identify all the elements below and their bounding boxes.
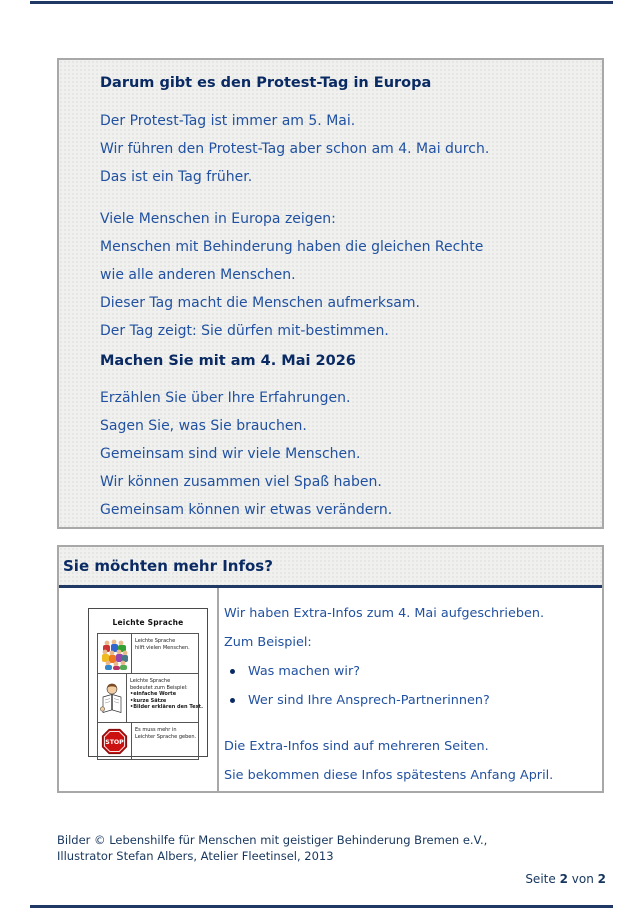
- booklet-text-line: Leichte Sprache: [135, 638, 176, 644]
- booklet-row-menschen: [98, 634, 198, 674]
- current-page-number: 2: [559, 872, 568, 886]
- bottom-rule: [30, 905, 613, 908]
- booklet-row-stop: [98, 723, 198, 759]
- text-line: Der Tag zeigt: Sie dürfen mit-bestimmen.: [100, 323, 389, 339]
- text-line: Wir können zusammen viel Spaß haben.: [100, 474, 382, 490]
- crowd-people-icon: [98, 634, 132, 673]
- text-line: Menschen mit Behinderung haben die gleichen Rechte: [100, 239, 484, 255]
- text-line: Der Protest-Tag ist immer am 5. Mai.: [100, 113, 356, 129]
- main-text-panel: [57, 58, 604, 529]
- text-line: Das ist ein Tag früher.: [100, 169, 253, 185]
- text-line: wie alle anderen Menschen.: [100, 267, 296, 283]
- text-line: Zum Beispiel:: [224, 635, 312, 650]
- page-label: Seite: [525, 872, 556, 886]
- booklet-bullet-item: • einfache Worte: [130, 691, 203, 698]
- text-line: Gemeinsam können wir etwas verändern.: [100, 502, 393, 518]
- paragraph-mitmachen: [100, 384, 584, 524]
- text-line: Wir führen den Protest-Tag aber schon am 4. Mai durch.: [100, 141, 490, 157]
- stop-sign-icon: [98, 723, 132, 759]
- info-panel-title: Sie möchten mehr Infos?: [63, 557, 273, 575]
- booklet-row-text: [132, 723, 198, 759]
- page-number: [525, 872, 606, 886]
- booklet-text-line: Leichte Sprache: [130, 678, 171, 684]
- booklet-text-line: hilft vielen Menschen.: [135, 644, 190, 651]
- paragraph-protest-tag: [100, 107, 584, 191]
- booklet-text-line: Es muss mehr in: [135, 727, 177, 733]
- booklet-row-text: [132, 634, 198, 673]
- heading-machen-sie-mit: Machen Sie mit am 4. Mai 2026: [100, 353, 356, 369]
- paragraph-extra-infos: [224, 732, 599, 790]
- booklet-image-cell: [59, 588, 219, 791]
- text-line: Die Extra-Infos sind auf mehreren Seiten.: [224, 739, 489, 754]
- total-page-number: 2: [597, 872, 606, 886]
- text-line: Sagen Sie, was Sie brauchen.: [100, 418, 307, 434]
- booklet-row-beispiele: [98, 674, 203, 723]
- bullet-item: [224, 657, 599, 686]
- booklet-text-line: bedeutet zum Beispiel:: [130, 684, 188, 691]
- text-line: Dieser Tag macht die Menschen aufmerksam.: [100, 295, 420, 311]
- info-text-cell: [219, 588, 602, 791]
- booklet-row-text: [127, 674, 204, 722]
- text-line: Gemeinsam sind wir viele Menschen.: [100, 446, 361, 462]
- text-line: Viele Menschen in Europa zeigen:: [100, 211, 336, 227]
- bullet-text: Was machen wir?: [248, 664, 360, 679]
- text-line: Wir haben Extra-Infos zum 4. Mai aufgeschrieben.: [224, 606, 545, 621]
- of-label: von: [571, 872, 594, 886]
- bullet-text: Wer sind Ihre Ansprech-Partnerinnen?: [248, 693, 490, 708]
- paragraph-europa: [100, 205, 584, 345]
- stop-sign-label: STOP: [105, 738, 124, 746]
- credit-line: Illustrator Stefan Albers, Atelier Fleetinsel, 2013: [57, 849, 334, 863]
- top-rule: [30, 1, 613, 4]
- booklet-bullet-item: • kurze Sätze: [130, 698, 203, 705]
- info-panel-body: [59, 588, 602, 791]
- credit-line: Bilder © Lebenshilfe für Menschen mit geistiger Behinderung Bremen e.V.,: [57, 833, 488, 847]
- booklet-bullet-item: • Bilder erklären den Text.: [130, 704, 203, 711]
- booklet-text-line: Leichter Sprache geben.: [135, 733, 197, 740]
- heading-protest-tag: Darum gibt es den Protest-Tag in Europa: [100, 75, 432, 91]
- booklet-table: [97, 633, 203, 760]
- text-line: Erzählen Sie über Ihre Erfahrungen.: [100, 390, 351, 406]
- bullet-item: [224, 686, 599, 715]
- leichte-sprache-booklet-image: [88, 608, 208, 757]
- booklet-title: Leichte Sprache: [112, 618, 184, 627]
- person-reading-icon: [98, 674, 127, 722]
- bullet-dot: [230, 669, 235, 674]
- text-line: Sie bekommen diese Infos spätestens Anfang April.: [224, 768, 554, 783]
- info-panel: [57, 545, 604, 793]
- bullet-dot: [230, 698, 235, 703]
- info-panel-header: [59, 547, 602, 585]
- image-credits: [57, 832, 487, 864]
